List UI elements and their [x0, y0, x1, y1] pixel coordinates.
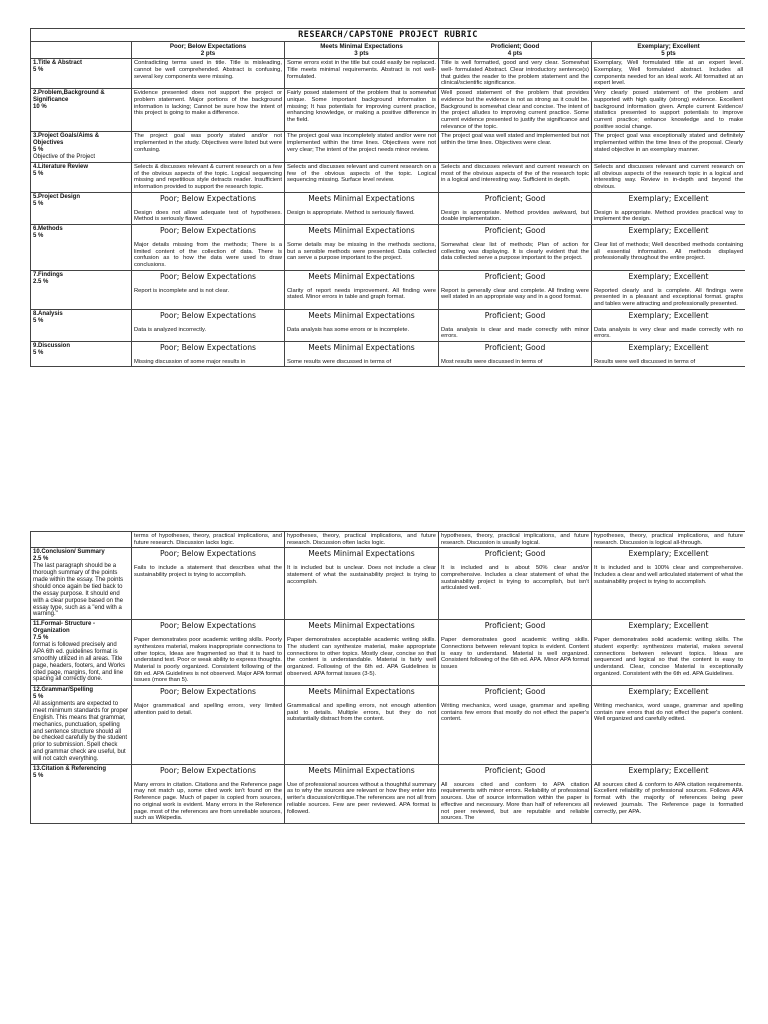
cell-text: Major grammatical and spelling errors, very limited attention paid to detail.: [134, 702, 282, 716]
criterion-cell: [31, 270, 132, 309]
rubric-cell: [439, 132, 592, 163]
cell-text: Writing mechanics, word usage, grammar and spelling contain rare errors that do not effect the paper's content. Well organized and carefully edited.: [594, 702, 743, 723]
cell-text: Somewhat clear list of methods; Plan of action for collecting was displaying. It is clearly evident that the data collected serve a purpose important to the project.: [441, 241, 589, 262]
cell-text: Many errors in citation. Citations and the Reference page may not match up, some cited work isn't found on the Reference page. Much of paper is copied from sources, no original work is evident. Many errors in the Reference page. most of the references are from unreliable sources, such as Wikipedia.: [134, 781, 282, 822]
cell-text: Some details may be missing in the methods sections, but a sensible methods were presented. Data collected can serve a purpose important to the project.: [287, 241, 436, 262]
level-title: Proficient; Good: [484, 687, 546, 697]
rubric-cell: [285, 309, 439, 341]
cell-text: Selects & discusses relevant & current research on a few of the obvious aspects of the topic. Logical sequencing missing and repetitious style detracts reader. Insufficient information provided to support the research topic.: [134, 164, 282, 191]
rubric-cell: [132, 89, 285, 132]
table-row: [31, 225, 746, 271]
criterion-cell: [31, 309, 132, 341]
rubric-cell: [439, 89, 592, 132]
criterion-description: All assignments are expected to meet minimum standards for proper English. This means that grammar, mechanics, punctuation, spelling and sentence structure should all be checked carefully by the student prior to submission. Spell check and grammar check are useful, but will not catch everything.: [33, 700, 129, 763]
criterion-cell: [31, 341, 132, 367]
level-title: Exemplary; Excellent: [628, 765, 709, 775]
rubric-cell: [285, 225, 439, 271]
cell-text: Most results were discussed in terms of: [441, 358, 543, 365]
rubric-cell: [439, 686, 592, 765]
rubric-cell: [132, 548, 285, 620]
rubric-cell: [439, 59, 592, 89]
level-title: Meets Minimal Expectations: [308, 549, 415, 559]
rubric-cell: [132, 270, 285, 309]
header-minimal: Meets Minimal Expectations 3 pts: [285, 42, 439, 59]
level-title: Proficient; Good: [484, 310, 546, 320]
table-row: [31, 341, 746, 367]
criterion-name: 1.Title & Abstract: [33, 60, 83, 67]
cell-text: Design is appropriate. Method provides practical way to implement the design.: [594, 209, 744, 223]
rubric-cell: [285, 89, 439, 132]
cell-text: All sources cited & conform to APA citation requirements. Excellent reliability of professional sources. Follows APA format with the majority of references being peer reviewed journals. The Reference page is formatted correctly, per APA.: [594, 781, 743, 815]
rubric-cell: [439, 225, 592, 271]
level-title: Exemplary; Excellent: [628, 621, 709, 631]
rubric-table-page-2: [30, 531, 745, 824]
cell-text: Fails to include a statement that describes what the sustainability project is trying to accomplish.: [134, 565, 282, 578]
rubric-cell: [132, 59, 285, 89]
rubric-cell: [285, 764, 439, 823]
header-blank: [31, 42, 132, 59]
rubric-table-page-1: [30, 28, 745, 367]
rubric-cell: [439, 341, 592, 367]
criterion-weight: 5 %: [33, 694, 44, 701]
criterion-weight: 5 %: [33, 170, 44, 177]
cell-text: Paper demonstrates solid academic writing skills. The student expertly: synthesizes material, makes several connections between relevant topics. Ideas are sequenced and logical so that the content is easy to understand. Clear, concise Material is exceptionally organized. Consistent with the 6th ed. APA Guidelines.: [594, 637, 743, 677]
rubric-cell: [592, 192, 746, 224]
criterion-name: 10.Conclusion/ Summary: [33, 549, 105, 556]
criterion-cell: [31, 548, 132, 620]
header-proficient: Proficient; Good 4 pts: [439, 42, 592, 59]
rubric-cell: [132, 309, 285, 341]
table-row-continuation: [31, 532, 746, 548]
level-title: Proficient; Good: [484, 193, 546, 203]
criterion-name: 2.Problem,Background & Significance: [33, 90, 105, 104]
rubric-cell: [132, 225, 285, 271]
criterion-weight: 5 %: [33, 772, 44, 779]
table-row: [31, 163, 746, 193]
level-title: Poor; Below Expectations: [159, 342, 257, 352]
cell-text: It is included but is unclear. Does not include a clear statement of what the sustainability project is trying to accomplish.: [287, 565, 436, 585]
rubric-cell: [592, 309, 746, 341]
cell-text: Data analysis is clear and made correctly with minor errors.: [441, 326, 589, 340]
criterion-weight: 5 %: [33, 67, 44, 74]
cell-text: Very clearly posed statement of the problem and supported with high quality (strong) evidence. Excellent background information given. Ample current Evidence/ statistics presented to support potentials to improve current practice; enhance knowledge and to make positive social change.: [594, 90, 744, 130]
table-row: [31, 548, 746, 620]
criterion-weight: 7.5 %: [33, 635, 49, 642]
criterion-cell: [31, 89, 132, 132]
table-row: [31, 59, 746, 89]
level-title: Poor; Below Expectations: [159, 765, 257, 775]
rubric-cell: [132, 192, 285, 224]
criterion-cell: [31, 686, 132, 765]
rubric-cell: [592, 548, 746, 620]
level-title: Exemplary; Excellent: [628, 226, 709, 236]
level-title: Proficient; Good: [484, 271, 546, 281]
rubric-cell: [132, 132, 285, 163]
criterion-cell: [31, 59, 132, 89]
cell-text: Selects and discusses relevant and current research on a few of the obvious aspects of the topic. Logical sequencing missing. Surface level review.: [287, 164, 436, 184]
level-title: Exemplary; Excellent: [628, 342, 709, 352]
rubric-cell: [439, 764, 592, 823]
table-row: [31, 620, 746, 686]
cell-text: Design is appropriate. Method provides awkward, but doable implementation.: [441, 209, 589, 223]
rubric-cell: [132, 764, 285, 823]
criterion-name: 4.Literature Review: [33, 164, 89, 170]
level-title: Meets Minimal Expectations: [308, 687, 415, 697]
table-row: [31, 270, 746, 309]
cell-text: Selects and discusses relevant and current research on most of the obvious aspects of the of the research topic in a logical and interesting way. Sufficient in depth.: [441, 164, 589, 184]
rubric-page-2: [30, 531, 745, 1009]
level-title: Poor; Below Expectations: [159, 310, 257, 320]
rubric-title: RESEARCH/CAPSTONE PROJECT RUBRIC: [31, 29, 746, 42]
criterion-name: 7.Findings: [33, 271, 63, 278]
cell-text: Paper demonstrates good academic writing skills. Connections between relevant topics is evident. Content is easy to understand. Material is well organized. Consistent following of the 6th ed. APA. Minor APA format issues: [441, 637, 589, 671]
level-title: Exemplary; Excellent: [628, 271, 709, 281]
cell-text: It is included and is about 50% clear and/or comprehensive. Includes a clear statement of what the sustainability project is trying to accomplish, but isn't articulated well.: [441, 565, 589, 592]
criterion-cell-empty: [31, 532, 132, 548]
criterion-cell: [31, 764, 132, 823]
rubric-cell: terms of hypotheses, theory, practical implications, and future research. Discussion lacks logic.: [132, 532, 285, 548]
level-title: Meets Minimal Expectations: [308, 193, 415, 203]
criterion-weight: 5 %: [33, 200, 44, 207]
criterion-cell: [31, 620, 132, 686]
rubric-cell: [439, 309, 592, 341]
criterion-weight: 5 %: [33, 349, 44, 356]
rubric-cell: hypotheses, theory, practical implications, and future research. Discussion is logical all-through.: [592, 532, 746, 548]
cell-text: Report is generally clear and complete. All finding were well stated in an appropriate way and in a good format.: [441, 287, 589, 301]
rubric-cell: [439, 620, 592, 686]
cell-text: Clear list of methods; Well described methods containing all essential information. All methods displayed professionally throughout the entire project.: [594, 241, 744, 262]
level-title: Exemplary; Excellent: [628, 193, 709, 203]
rubric-cell: [592, 89, 746, 132]
header-exemplary: Exemplary; Excellent 5 pts: [592, 42, 746, 59]
cell-text: Writing mechanics, word usage, grammar and spelling contains few errors that mostly do not effect the paper's content.: [441, 702, 589, 723]
level-title: Meets Minimal Expectations: [308, 310, 415, 320]
cell-text: Report is incomplete and is not clear.: [134, 287, 230, 294]
cell-text: Evidence presented does not support the project or problem statement. Major portions of the background information is lacking; Cannot be sure how the intent of this project is going to make a difference.: [134, 90, 282, 117]
cell-text: Design is appropriate. Method is seriously flawed.: [287, 209, 415, 216]
cell-text: Some errors exist in the title but could easily be replaced. Title meets minimal requirements. Abstract is not well-formulated.: [287, 60, 436, 80]
cell-text: Title is well formatted, good and very clear. Somewhat well- formulated Abstract. Clear introductory sentence(s) that guides the reader to the problem statement and the clinical/scientific significance.: [441, 60, 589, 87]
level-title: Poor; Below Expectations: [159, 271, 257, 281]
table-row: [31, 192, 746, 224]
criterion-name: 3.Project Goals/Aims & Objectives: [33, 133, 100, 147]
criterion-name: 13.Citation & Referencing: [33, 765, 107, 772]
level-title: Exemplary; Excellent: [628, 687, 709, 697]
rubric-cell: [285, 686, 439, 765]
level-title: Proficient; Good: [484, 226, 546, 236]
cell-text: Contradicting terms used in title. Title is misleading, cannot be well comprehended. Abstract is confusing, several key components were missing.: [134, 60, 282, 80]
rubric-cell: [439, 270, 592, 309]
criterion-description: Objective of the Project: [33, 154, 96, 161]
table-row: [31, 686, 746, 765]
rubric-cell: [285, 620, 439, 686]
cell-text: The project goal was exceptionally stated and definitely implemented within the time lines of the proposal. Clearly stated objective in an exemplary manner.: [594, 133, 744, 153]
criterion-weight: 5 %: [33, 147, 44, 154]
rubric-cell: [285, 59, 439, 89]
cell-text: Reported clearly and is complete. All findings were presented in a pleasant and exceptional format. graphs and tables were attracting and professionally presented.: [594, 287, 744, 308]
cell-text: The project goal was well stated and implemented but not within the time lines. Objectives were clear.: [441, 133, 589, 147]
cell-text: Paper demonstrates poor academic writing skills. Poorly synthesizes material, makes inappropriate connections to other topics, Ideas are fragmented so that it is hard to understand text. Poor or weak ability to express thoughts. Material is poorly organized. Consistent following of the 6th ed. APA Guidelines is not observed. Major APA format issues (more than 5).: [134, 637, 282, 684]
criterion-weight: 2.5 %: [33, 278, 49, 285]
cell-text: Major details missing from the methods; There is a limited content of the collection of data. There is confusion as to how the data were used to draw conclusions.: [134, 241, 282, 269]
level-title: Meets Minimal Expectations: [308, 271, 415, 281]
rubric-cell: [285, 132, 439, 163]
cell-text: All sources cited and conform to APA citation requirements with minor errors. Reliability of professional sources. Use of source information within the paper is effective and necessary. More than half of references all not peer reviewed, but are reputable and reliable sources. The: [441, 781, 589, 822]
rubric-cell: [132, 341, 285, 367]
rubric-cell: [592, 341, 746, 367]
criterion-name: 9.Discussion: [33, 342, 71, 349]
level-title: Meets Minimal Expectations: [308, 226, 415, 236]
rubric-cell: [592, 225, 746, 271]
cell-text: The project goal was incompletely stated and/or were not implemented within the time lines. Objectives were not very clear; The intent of the project needs minor review.: [287, 133, 436, 153]
table-row: [31, 89, 746, 132]
rubric-cell: [592, 620, 746, 686]
criterion-cell: [31, 225, 132, 271]
rubric-cell: [439, 548, 592, 620]
criterion-name: 12.Grammar/Spelling: [33, 687, 94, 694]
cell-text: Selects and discusses relevant and current research on all obvious aspects of the research topic in a logical and interesting way. Review in in-depth and beyond the obvious.: [594, 164, 744, 191]
rubric-cell: [285, 270, 439, 309]
criterion-name: 5.Project Design: [33, 193, 81, 200]
cell-text: Clarity of report needs improvement. All finding were stated. Minor errors in table and graph format.: [287, 287, 436, 301]
cell-text: Well posed statement of the problem that provides evidence but the evidence is not as strong as it could be. Background is somewhat clear and concise. The intent of the project alludes to improving current practice. Some current evidence presented to justify the significance and relevance of the topic.: [441, 90, 589, 130]
rubric-cell: [132, 163, 285, 193]
level-title: Proficient; Good: [484, 765, 546, 775]
criterion-name: 11.Formal- Structure - Organization: [33, 621, 96, 635]
level-title: Poor; Below Expectations: [159, 226, 257, 236]
cell-text: Some results were discussed in terms of: [287, 358, 392, 365]
rubric-cell: [285, 341, 439, 367]
rubric-cell: hypotheses, theory, practical implications, and future research. Discussion often lacks logic.: [285, 532, 439, 548]
rubric-cell: [285, 548, 439, 620]
cell-text: Fairly posed statement of the problem that is somewhat unique. Some important background information is missing; It has potentials for improving current practice, enhancing knowledge, or making a positive difference in the field.: [287, 90, 436, 123]
cell-text: Missing discussion of some major results in: [134, 358, 246, 365]
cell-text: Data analysis is very clear and made correctly with no errors.: [594, 326, 744, 340]
cell-text: Paper demonstrates acceptable academic writing skills. The student can synthesize material, make appropriate connections to other topics. Mostly clear, concise so that the content is understandable. Material is fairly well organized. Following of the 6th ed. APA Guidelines is observed. APA format issues (3-5).: [287, 637, 436, 677]
level-title: Proficient; Good: [484, 621, 546, 631]
level-title: Exemplary; Excellent: [628, 310, 709, 320]
rubric-cell: [439, 163, 592, 193]
level-title: Meets Minimal Expectations: [308, 621, 415, 631]
cell-text: The project goal was poorly stated and/or not implemented in the study. Objectives were listed but were confusing.: [134, 133, 282, 153]
level-title: Proficient; Good: [484, 549, 546, 559]
level-title: Meets Minimal Expectations: [308, 765, 415, 775]
cell-text: Exemplary, Well formulated title at an expert level. Exemplary, Well formulated abstract. Includes all components needed for an ideal work. All formatted at an expert level.: [594, 60, 744, 87]
rubric-cell: [285, 163, 439, 193]
rubric-cell: [592, 163, 746, 193]
level-title: Exemplary; Excellent: [628, 549, 709, 559]
level-title: Proficient; Good: [484, 342, 546, 352]
criterion-weight: 10 %: [33, 103, 47, 110]
criterion-name: 6.Methods: [33, 226, 63, 233]
criterion-weight: 2.5 %: [33, 556, 49, 563]
rubric-cell: [592, 270, 746, 309]
criterion-cell: [31, 163, 132, 193]
criterion-description: The last paragraph should be a thorough summary of the points made within the essay. The points should once again be tied back to the essay purpose. It should end with a clear purpose based on the essay type, such as a "end with a warning.": [33, 563, 124, 618]
rubric-page-1: [30, 28, 745, 468]
rubric-cell: [592, 686, 746, 765]
cell-text: Data is analyzed incorrectly.: [134, 326, 207, 333]
rubric-cell: hypotheses, theory, practical implications, and future research. Discussion is usually logical.: [439, 532, 592, 548]
header-poor: Poor; Below Expectations 2 pts: [132, 42, 285, 59]
level-title: Poor; Below Expectations: [159, 687, 257, 697]
criterion-weight: 5 %: [33, 317, 44, 324]
table-row: [31, 309, 746, 341]
cell-text: Use of professional sources without a thoughtful summary as to why the sources are relevant or how they enter into writer's discussion/critique.The references are not all from reliable sources. Few are peer reviewed. APA format is followed.: [287, 781, 436, 815]
table-row: [31, 132, 746, 163]
criterion-name: 8.Analysis: [33, 310, 63, 317]
level-title: Meets Minimal Expectations: [308, 342, 415, 352]
table-row: [31, 764, 746, 823]
cell-text: It is included and is 100% clear and comprehensive. Includes a clear and well articulated statement of what the sustainability project is trying to accomplish.: [594, 565, 743, 585]
criterion-cell: [31, 132, 132, 163]
cell-text: Design does not allow adequate test of hypotheses. Method is seriously flawed.: [134, 209, 282, 223]
rubric-cell: [592, 764, 746, 823]
cell-text: Data analysis has some errors or is incomplete.: [287, 326, 410, 333]
level-title: Poor; Below Expectations: [159, 193, 257, 203]
rubric-cell: [132, 620, 285, 686]
rubric-cell: [285, 192, 439, 224]
criterion-weight: 5 %: [33, 233, 44, 239]
rubric-cell: [592, 59, 746, 89]
rubric-cell: [132, 686, 285, 765]
rubric-cell: [439, 192, 592, 224]
criterion-description: format is followed precisely and APA 6th ed. guidelines format is smoothly utilized in all areas. Title page, headers, footers, and Works cited page, margins, font, and line spacing all correctly done.: [33, 642, 125, 683]
level-title: Poor; Below Expectations: [159, 621, 257, 631]
criterion-cell: [31, 192, 132, 224]
level-title: Poor; Below Expectations: [159, 549, 257, 559]
cell-text: Results were well discussed in terms of: [594, 358, 696, 365]
rubric-cell: [592, 132, 746, 163]
cell-text: Grammatical and spelling errors, not enough attention paid to details. Multiple errors, but they do not substantially distract from the content.: [287, 702, 436, 723]
